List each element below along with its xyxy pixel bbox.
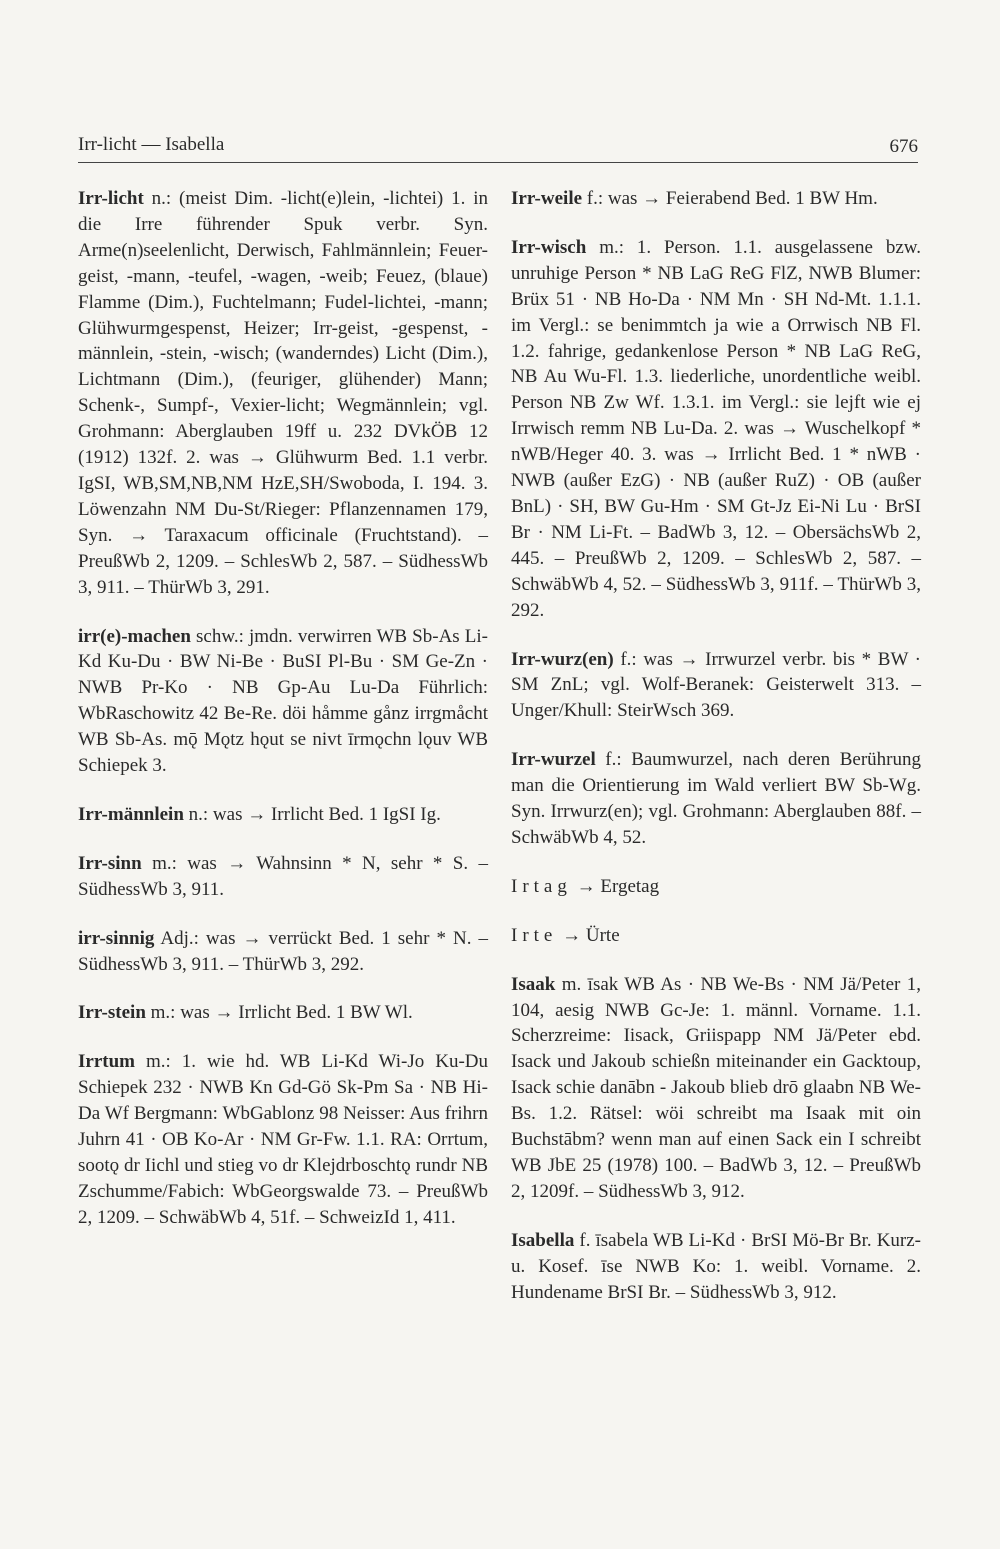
entry-text: m.: 1. wie hd. WB Li-Kd Wi-Jo Ku-Du Schiepek 232 · NWB Kn Gd-Gö Sk-Pm Sa · NB Hi-Da Wf Bergmann: WbGablonz 98 Neisser: Aus frihrn Juhrn 41 · OB Ko-Ar · NM Gr-Fw. 1.1. RA: Orrtum, sootǫ dr Iichl und stieg vo dr Klejdrboschtǫ rundr NB Zschumme/Fabich: WbGeorgswalde 73. – PreußWb 2, 1209. – SchwäbWb 4, 51f. – SchweizId 1, 411. xyxy=(78,1051,488,1228)
headword: Irr-wurz(en) xyxy=(511,648,614,670)
cross-reference-entry xyxy=(511,874,921,900)
headword: Irr-weile xyxy=(511,188,583,209)
headword: irr(e)-machen xyxy=(78,625,191,647)
headword: Isabella xyxy=(511,1229,575,1251)
dictionary-entry xyxy=(511,235,921,624)
headword: Irtag xyxy=(511,875,572,897)
dictionary-entry xyxy=(78,1000,488,1026)
entry-text: → Ergetag xyxy=(576,875,660,897)
entry-text: n.: was → Irrlicht Bed. 1 IgSI Ig. xyxy=(188,803,441,825)
right-column xyxy=(511,186,921,1329)
headword: Irr-wisch xyxy=(511,236,587,258)
headword: irr-sinnig xyxy=(78,927,155,949)
cross-reference-entry xyxy=(511,923,921,949)
entry-text: f. īsabela WB Li-Kd · BrSI Mö-Br Br. Kurz- u. Kosef. īse NWB Ko: 1. weibl. Vorname. 2. Hundename BrSI Br. – SüdhessWb 3, 912. xyxy=(511,1229,922,1303)
entry-text: f.: was → Feierabend Bed. 1 BW Hm. xyxy=(586,188,878,209)
headword: Irr-wurzel xyxy=(511,749,596,771)
entry-text: schw.: jmdn. verwirren WB Sb-As Li-Kd Ku-Du · BW Ni-Be · BuSI Pl-Bu · SM Ge-Zn · NWB Pr-Ko · NB Gp-Au Lu-Da Führlich: WbRaschowitz 42 Be-Re. döi håmme gånz irrgmåcht WB Sb-As. mǭ Mǫtz hǫut se nivt īrmǫchn lǫuv WB Schiepek 3. xyxy=(78,625,489,777)
entry-text: → Ürte xyxy=(562,924,620,946)
entry-text: m.: was → Irrlicht Bed. 1 BW Wl. xyxy=(150,1002,413,1024)
running-header xyxy=(78,132,918,163)
entry-text: m. īsak WB As · NB We-Bs · NM Jä/Peter 1, 104, aesig NWB Gc-Je: 1. männl. Vorname. 1.1. Scherzreime: Iisack, Griispapp NM Jä/Peter ebd. Isack und Jakoub schießn miteinander ein Gacktoup, Isack schie danābn - Jakoub blieb drō glaabn NB We-Bs. 1.2. Rätsel: wöi schreibt ma Isaak mit oin Buchstābm? wenn man auf einen Sack ein I schreibt WB JbE 25 (1978) 100. – BadWb 3, 12. – PreußWb 2, 1209f. – SüdhessWb 3, 912. xyxy=(511,973,922,1202)
headword: Irr-männlein xyxy=(78,803,184,825)
entry-text: f.: Baumwurzel, nach deren Berührung man die Orientierung im Wald verliert BW Sb-Wg. Syn. Irrwurz(en); vgl. Grohmann: Aberglauben 88f. – SchwäbWb 4, 52. xyxy=(511,749,921,848)
dictionary-entry xyxy=(78,1049,488,1230)
running-head-title: Irr-licht — Isabella xyxy=(78,134,225,155)
dictionary-entry xyxy=(511,747,921,851)
headword: Irr-sinn xyxy=(78,852,142,874)
dictionary-entry xyxy=(511,972,921,1205)
dictionary-entry xyxy=(511,647,921,725)
headword: Irrtum xyxy=(78,1051,135,1073)
dictionary-entry xyxy=(511,186,921,212)
headword: Irr-stein xyxy=(78,1002,146,1024)
dictionary-entry xyxy=(511,1228,921,1306)
entry-text: m.: 1. Person. 1.1. ausgelassene bzw. unruhige Person * NB LaG ReG FlZ, NWB Blumer: Brüx 51 · NB Ho-Da · NM Mn · SH Nd-Mt. 1.1.1. im Vergl.: se benimmtch ja wie a Orrwisch NB Fl. 1.2. fahrige, gedankenlose Person * NB LaG ReG, NB Au Wu-Fl. 1.3. liederliche, unordentliche weibl. Person NB Zw Wf. 1.3.1. im Vergl.: sie lejft wie ej Irrwisch remm NB Lu-Da. 2. was → Wuschelkopf * nWB/Heger 40. 3. was → Irrlicht Bed. 1 * nWB · NWB (außer EzG) · NB (außer RuZ) · OB (außer BnL) · SH, BW Gu-Hm · SM Gt-Jz Ei-Ni Lu · BrSI Br · NM Li-Ft. – BadWb 3, 12. – ObersächsWb 2, 445. – PreußWb 2, 1209. – SchlesWb 2, 587. – SchwäbWb 4, 52. – SüdhessWb 3, 911f. – ThürWb 3, 292. xyxy=(511,236,922,621)
dictionary-entry xyxy=(78,851,488,903)
dictionary-entry xyxy=(78,926,488,978)
headword: Irte xyxy=(511,924,558,946)
dictionary-entry xyxy=(78,802,488,828)
dictionary-entry xyxy=(78,186,488,601)
entry-text: Adj.: was → verrückt Bed. 1 sehr * N. – SüdhessWb 3, 911. – ThürWb 3, 292. xyxy=(78,927,489,975)
page-number: 676 xyxy=(889,136,918,157)
headword: Isaak xyxy=(511,973,556,995)
headword: Irr-licht xyxy=(78,188,144,209)
left-column xyxy=(78,186,488,1254)
entry-text: f.: was → Irrwurzel verbr. bis * BW · SM ZnL; vgl. Wolf-Beranek: Geisterwelt 313. – Unger/Khull: SteirWsch 369. xyxy=(511,648,922,722)
entry-text: m.: was → Wahnsinn * N, sehr * S. – SüdhessWb 3, 911. xyxy=(78,852,488,900)
entry-text: n.: (meist Dim. -licht(e)lein, -lichtei) 1. in die Irre führender Spuk verbr. Syn. Arme(n)seelenlicht, Derwisch, Fahlmännlein; Feuer-geist, -mann, -teufel, -wagen, -weib; Feuez, (blaue) Flamme (Dim.), Fuchtelmann; Fudel-lichtei, -mann; Glühwurmgespenst, Heizer; Irr-geist, -gespenst, -männlein, -stein, -wisch; (wanderndes) Licht (Dim.), Lichtmann (Dim.), (feuriger, glühender) Mann; Schenk-, Sumpf-, Vexier-licht; Wegmännlein; vgl. Grohmann: Aberglauben 19ff u. 232 DVkÖB 12 (1912) 132f. 2. was → Glühwurm Bed. 1.1 verbr. IgSI, WB,SM,NB,NM HzE,SH/Swoboda, I. 194. 3. Löwenzahn NM Du-St/Rieger: Pflanzennamen 179, Syn. → Taraxacum officinale (Fruchtstand). – PreußWb 2, 1209. – SchlesWb 2, 587. – SüdhessWb 3, 911. – ThürWb 3, 291. xyxy=(78,188,489,598)
dictionary-entry xyxy=(78,624,488,779)
